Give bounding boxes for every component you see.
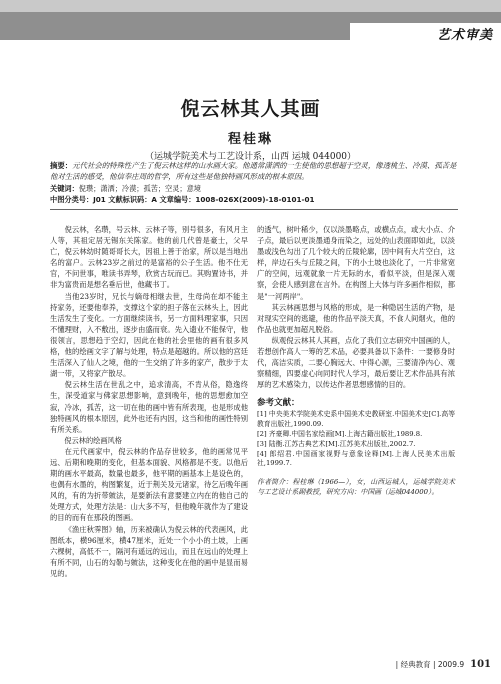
journal-issue: | 经典教育 | 2009.9 (395, 660, 465, 669)
abstract (50, 161, 458, 182)
reference-item: [4] 郎绍君.中国画家视野与意象诠释[M].上海人民美术出版社,1999.7. (257, 449, 455, 468)
page-number: 101 (470, 659, 491, 670)
body-paragraph: 纵观倪云林其人其画，点化了我们立志研究中国画的人，若想创作高人一筹的艺术品，必要具备以下条件：一要修身时代，高洁实质，二要心胸远大、中得心源，三要清净内心、观察精细，四要虚心向同时代人学习，最后要让艺术作品具有浓厚的艺术感染力，以传达作者思想感情的目的。 (257, 335, 455, 390)
author-bio: 作者简介：程桂琳（1966—），女，山西运城人，运城学院美术与工艺设计系副教授，研究方向：中国画（运城044000）。 (257, 478, 455, 497)
author-affiliation: （运城学院美术与工艺设计系，山西 运城 044000） (144, 152, 357, 162)
right-column (257, 224, 455, 497)
section-label: 艺术审美 (436, 28, 493, 43)
left-column (50, 224, 248, 579)
abstract-text: 元代社会的特殊性产生了倪云林这样的山水画大家。他通常潇洒的一生使他的思想超于空灵，像透桃生、冷漠、孤苦是他对生活的感受，他信奉庄周的哲学，所有这些是他独特画风形成的根本原因。 (50, 161, 457, 181)
classification-line: 中图分类号：J01 文献标识码：A 文章编号：1008-026X(2009)-18-0101-01 (50, 195, 315, 204)
reference-item: [2] 齐豪卿.中国名家绘画[M].上海古籍出版社,1989.8. (257, 430, 423, 438)
keywords-label: 关键词： (50, 184, 79, 193)
header-band-light (0, 0, 501, 12)
body-paragraph: 当他23岁时，兄长与嫡母相继去世，生母尚在却不能主持家务，还要他奉养，支撑这个家的担子落在云林头上，因此生活发生了变化。一方面继续读书，另一方面料理家事，只因不懂理财，入不敷出，逐步由盛而衰。先入遗业不能保守，他很领言，思想趋于空幻，因此在他的社会里他的画有很多风格，他的绘画文字了解与处理，特点是超越的。所以他的宫廷生活深入了仙人之境，他的一生交纳了许多的家产，散步于太湖一带，又将家产散尽。 (50, 291, 248, 379)
header-rule (50, 209, 458, 210)
body-paragraph: 倪云林生活在世乱之中，追求清高，不肯从俗，隐逸终生，深受道家与佛家思想影响，意到晚年，他的思想愈加空寂，冷冰，孤苦，这一切在他的画中皆有所表现，也是形成他独特画风的根本原因，此外也还有内因，这当和他的画性特别有所关系。 (50, 380, 248, 434)
section-subheading: 倪云林的绘画风格 (64, 435, 122, 445)
references-title: 参考文献： (257, 398, 300, 409)
reference-item: [3] 陆衡.江苏古典艺术[M].江苏美术出版社,2002.7. (257, 439, 416, 448)
body-paragraph: 倪云林，名瓒，号云林、云林子等，别号很多，有风月主人等，其祖定居无锡东关陈家。他的前几代曾是豪士，父早亡，倪云林幼时随哥哥长大，因祖上善于治家，所以是当地出名的富户。云林23岁之前过的是富裕的公子生活。他不仕无官，不问世事，唯读书弄琴，欣赏古玩而已。其购置诗书，并非为富贵而是想名垂后世，他藏书丁。 (50, 225, 248, 290)
reference-item: [1] 中央美术学院美术史系中国美术史教研室.中国美术史[C].高等教育出版社,1990.09. (257, 410, 455, 429)
body-paragraph: 的透气，树叶稀少，仅以淡墨略点，或横点点，或大小点、介子点，最后以更淡墨通身而染之，远处的山表面即如此，以淡墨或浅色勾出了几个较大的丘陵轮廓，因中间有大片空白，这样，岸边石头与丘陵之间，下的小土坡也淡化了，一片非常宽广的空间，远观就象一片无际的水，看似平淡，但是深入观察，会使人感到意在言外。在构图上大体与许多画作相似，都是"一河两岸"。 (257, 225, 455, 301)
body-paragraph: 在元代画家中，倪云林的作品存世较多，他的画常见平远、后期和晚期的变化，但基本面貌、风格都是不变。以他后期的画水平最高，数量也最多，他平期的画基本上是设色的，也偶有水墨的，构图繁复，近于荆关及元诸家，待乞后晚年画风的，有的为折带皴法，是要新法有意要建立内在的他自己的处理方式，处理方法是：山大多不写，但他晚年就作为了建设的目的而有在那段的图画。 (50, 446, 248, 523)
references-list (257, 410, 455, 469)
article-title: 倪云林其人其画 (180, 98, 321, 120)
body-paragraph: 《渔庄秋霁图》轴，历来被确认为倪云林的代表画风，此图纸本，横96厘米，横47厘米，近处一个小小的土坡，上画六棵树，高低不一，隔河有遥远的远山，而且在远山的处理上有所不同，山石的勾勒与皴法，这种变化在他的画中是显而易见的。 (50, 524, 248, 578)
keywords-text: 倪瓒；潇洒；冷漠；孤苦；空灵；意境 (78, 184, 201, 193)
keywords (50, 184, 458, 194)
body-paragraph: 其云林画思想与风格的形成，是一种隐居生活的产物，是对现实空间的逃避，他的作品平淡天真，不食人间烟火，他的作品也就更加超凡脱俗。 (257, 302, 455, 334)
page-footer (396, 659, 491, 670)
abstract-label: 摘要： (50, 161, 73, 170)
article-author: 程桂琳 (227, 132, 273, 147)
